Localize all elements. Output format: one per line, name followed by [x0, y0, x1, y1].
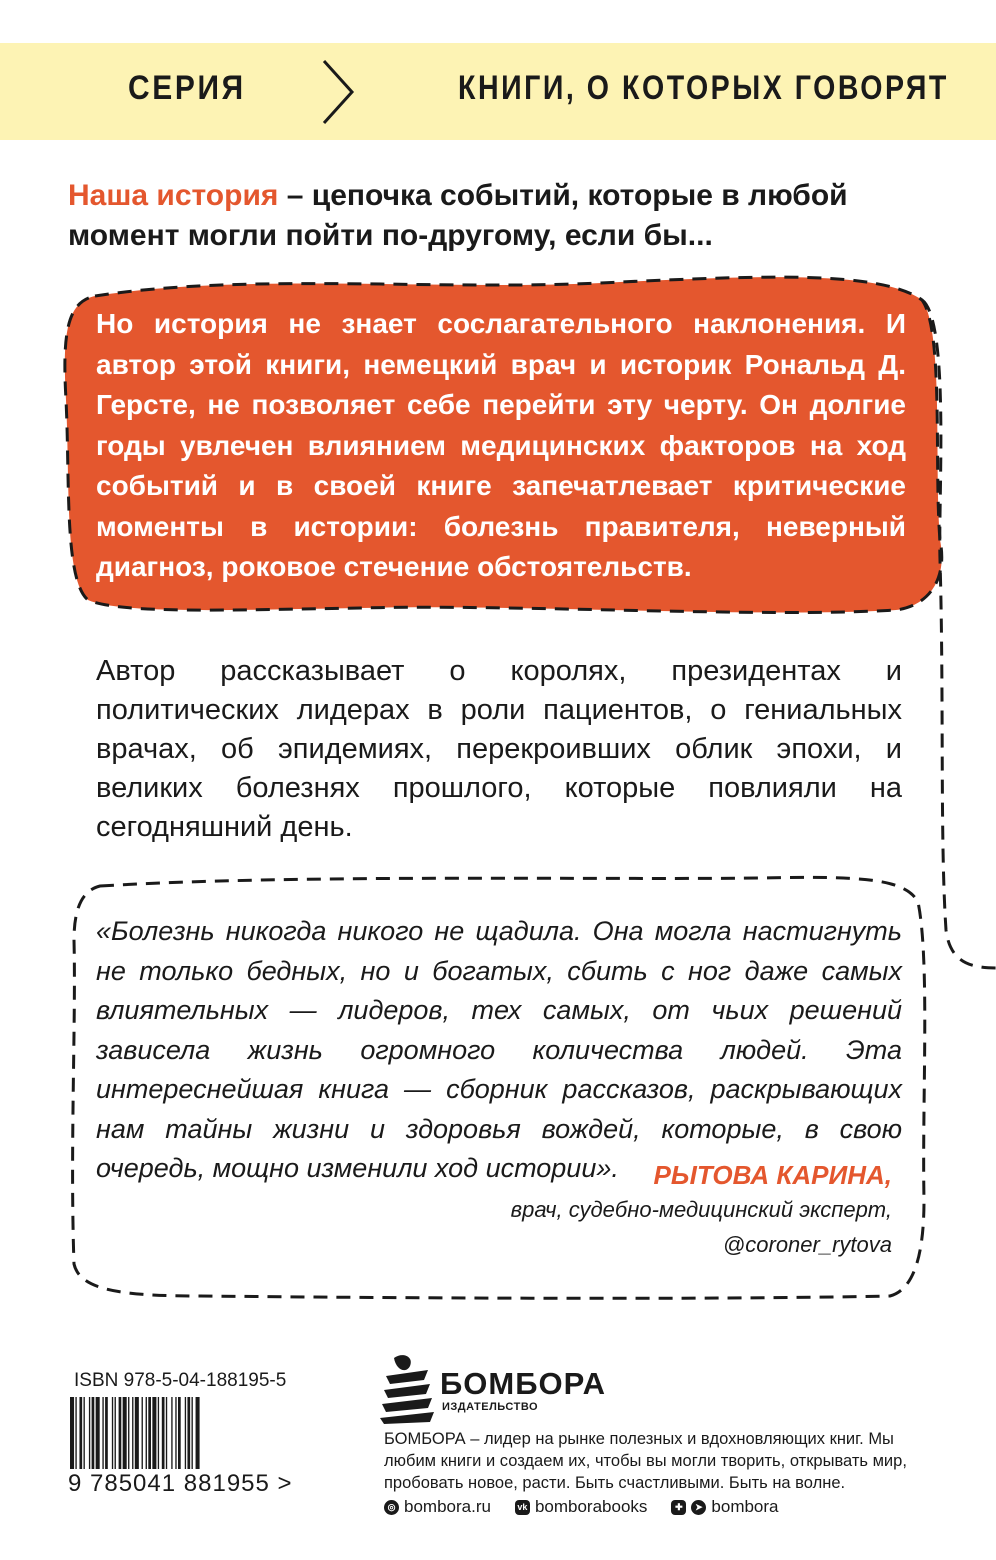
- barcode-bar: [142, 1397, 143, 1469]
- series-title: КНИГИ, О КОТОРЫХ ГОВОРЯТ: [458, 69, 949, 107]
- barcode-bar: [96, 1397, 100, 1469]
- barcode-bar: [132, 1397, 133, 1469]
- telegram-icon: ➤: [691, 1500, 706, 1515]
- publisher-description: БОМБОРА – лидер на рынке полезных и вдохновляющих книг. Мы любим книги и создаем их, чтобы вы могли творить, открывать мир, пробовать новое, расти. Быть счастливыми. Быть на волне.: [384, 1430, 907, 1492]
- barcode-digits: 9 785041 881955 >: [68, 1470, 293, 1497]
- publisher-subtitle: ИЗДАТЕЛЬСТВО: [442, 1401, 539, 1413]
- barcode-bar: [187, 1397, 190, 1469]
- barcode-bar: [162, 1397, 165, 1469]
- intro-rest: – цепочка событий, которые в любой момент могли пойти по-другому, если бы...: [68, 179, 848, 252]
- barcode-bar: [75, 1397, 76, 1469]
- barcode-bar: [171, 1397, 172, 1469]
- barcode-bar: [185, 1397, 186, 1469]
- barcode-bar: [166, 1397, 167, 1469]
- barcode-bar: [192, 1397, 193, 1469]
- barcode-bar: [148, 1397, 151, 1469]
- barcode-bar: [146, 1397, 147, 1469]
- barcode-bar: [115, 1397, 116, 1469]
- barcode-bar: [178, 1397, 181, 1469]
- isbn-label: ISBN 978-5-04-188195-5: [74, 1370, 287, 1391]
- barcode-bar: [89, 1397, 90, 1469]
- author-description: Автор рассказывает о королях, президентах и политических лидерах в роли пациентов, о гениальных врачах, об эпидемиях, перекроивших облик эпохи, и великих болезнях прошлого, которые повлияли на сегодняшний день.: [96, 655, 902, 843]
- link-website-text: bombora.ru: [404, 1497, 491, 1516]
- link-website[interactable]: [384, 1497, 491, 1517]
- barcode-icon: [70, 1397, 302, 1469]
- review-author: РЫТОВА КАРИНА,: [653, 1160, 892, 1190]
- publisher-links: [384, 1497, 779, 1517]
- review-author-role: врач, судебно-медицинский эксперт,: [510, 1197, 892, 1222]
- barcode-bar: [102, 1397, 103, 1469]
- barcode-bar: [84, 1397, 85, 1469]
- barcode-bar: [123, 1397, 127, 1469]
- barcode-bar: [128, 1397, 129, 1469]
- social-icon: ✚: [671, 1500, 686, 1515]
- globe-icon: ◎: [384, 1500, 399, 1515]
- barcode-bar: [119, 1397, 122, 1469]
- barcode-bar: [135, 1397, 139, 1469]
- barcode-bar: [79, 1397, 82, 1469]
- barcode-bar: [196, 1397, 200, 1469]
- barcode-bar: [152, 1397, 156, 1469]
- barcode-bar: [158, 1397, 159, 1469]
- review-quote: «Болезнь никогда никого не щадила. Она могла настигнуть не только бедных, но и богатых, сбить с ног даже самых влиятельных — лидеров, тех самых, от чьих решений зависела жизнь огромного количества людей. Эта интереснейшая книга — сборник рассказов, раскрывающих нам тайны жизни и здоровья вождей, которые, в свою очередь, мощно изменили ход истории».: [96, 916, 902, 1183]
- barcode-bar: [175, 1397, 176, 1469]
- publisher-name: БОМБОРА: [440, 1366, 606, 1401]
- review-author-handle: @coroner_rytova: [722, 1232, 892, 1257]
- orange-block-text: Но история не знает сослагательного наклонения. И автор этой книги, немецкий врач и историк Рональд Д. Герсте, не позволяет себе перейти эту черту. Он долгие годы увлечен влиянием медицинских факторов на ход событий и в своей книге запечатлевает критические моменты в истории: болезнь правителя, неверный диагноз, роковое стечение обстоятельств.: [96, 308, 906, 582]
- barcode-bar: [112, 1397, 113, 1469]
- series-label: СЕРИЯ: [128, 69, 246, 107]
- vk-icon: vk: [515, 1500, 530, 1515]
- bombora-logo-icon: [380, 1352, 436, 1424]
- barcode-bar: [70, 1397, 74, 1469]
- link-vk[interactable]: [515, 1497, 647, 1517]
- link-social[interactable]: [671, 1497, 778, 1517]
- barcode-bar: [105, 1397, 108, 1469]
- link-social-text: bombora: [711, 1497, 779, 1516]
- link-vk-text: bomborabooks: [534, 1497, 648, 1516]
- barcode-bar: [92, 1397, 95, 1469]
- intro-highlight: Наша история: [68, 179, 279, 212]
